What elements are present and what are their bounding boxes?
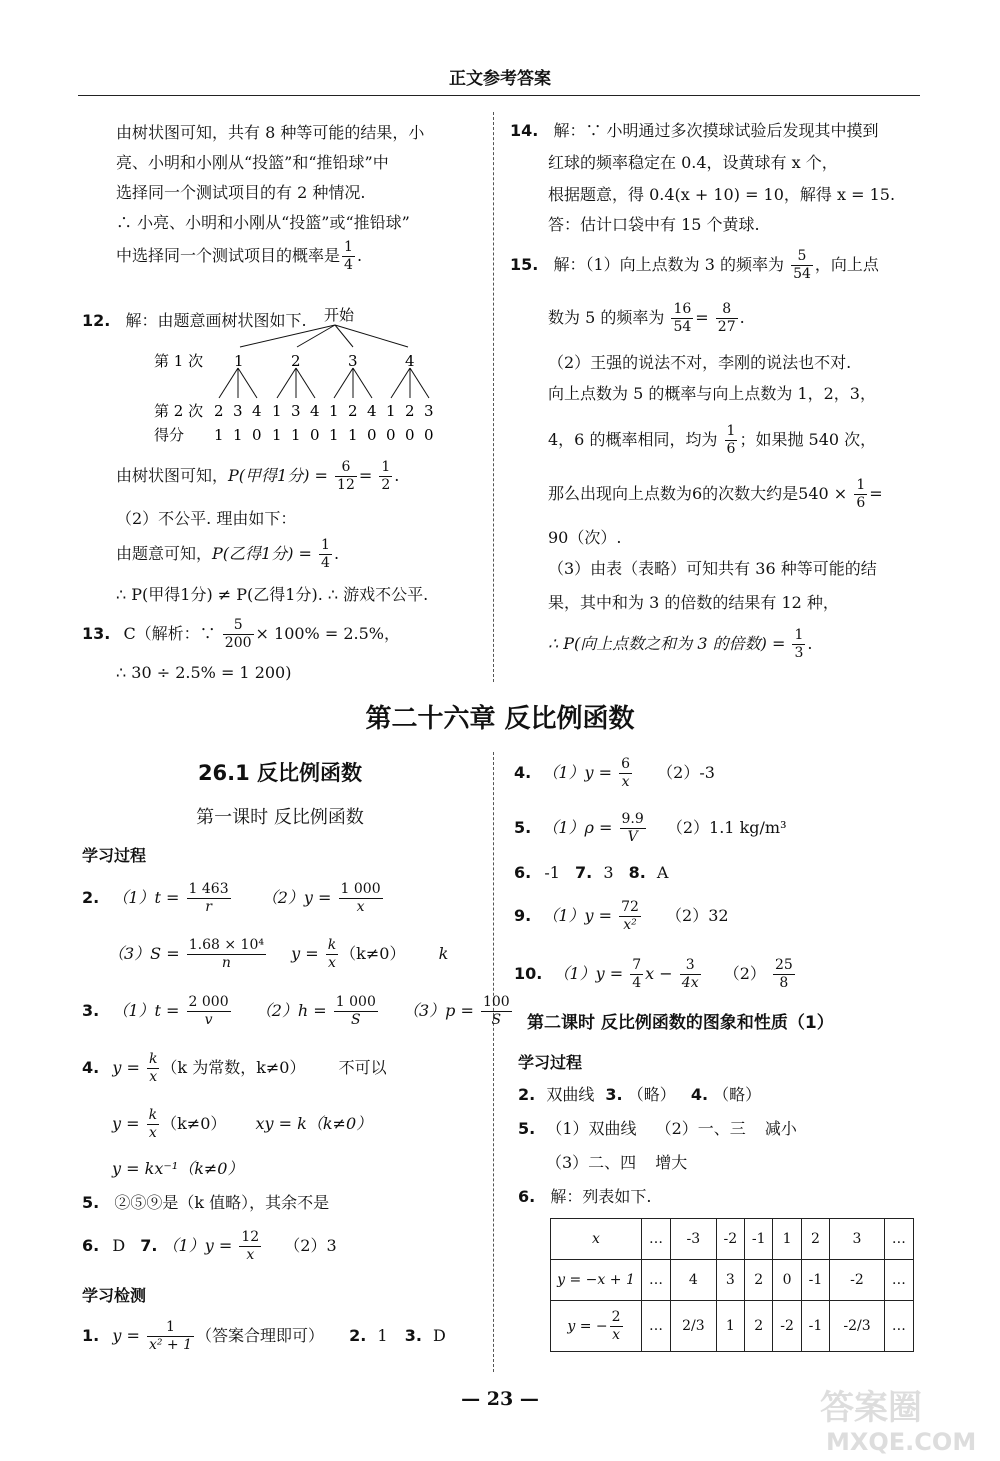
question-number: 3.	[605, 1085, 623, 1104]
fraction	[147, 1319, 194, 1354]
text-line	[546, 1152, 687, 1174]
numerator: 8	[716, 301, 738, 319]
fraction	[326, 937, 338, 972]
page-header: 正文参考答案	[449, 69, 551, 89]
numerator: 1	[147, 1319, 194, 1337]
fraction	[630, 957, 643, 992]
answer-5	[514, 810, 787, 846]
table-head: x	[551, 1219, 642, 1260]
numerator: 1	[321, 537, 330, 553]
tree-score: 1	[272, 426, 282, 444]
tree-row1-label: 第 1 次	[154, 352, 204, 370]
text: （1）y =	[542, 763, 613, 782]
question-number: 8.	[628, 863, 646, 882]
tree-node: 2	[291, 352, 301, 370]
tree-leaf: 1	[329, 402, 339, 420]
answer: （略）	[713, 1085, 762, 1104]
denominator: S	[351, 1012, 361, 1028]
answer-9	[514, 898, 729, 934]
tree-score: 0	[386, 426, 396, 444]
fraction	[239, 1229, 261, 1264]
fraction	[619, 756, 632, 791]
text-line: y = kx⁻¹（k≠0）	[112, 1159, 244, 1178]
numerator: 1	[726, 423, 736, 439]
question-4	[82, 1050, 387, 1086]
lesson-title: 第二课时 反比例函数的图象和性质（1）	[527, 1013, 834, 1033]
text: 解：（1）向上点数为 3 的频率为	[553, 255, 784, 274]
text: 由题意可知，	[116, 544, 213, 563]
tree-node: 1	[234, 352, 244, 370]
tree-score: 1	[214, 426, 224, 444]
text-line: ∴ P(甲得1分) ≠ P(乙得1分). ∴ 游戏不公平.	[116, 585, 429, 604]
table-head	[551, 1301, 642, 1352]
numerator: 16	[673, 301, 692, 317]
tree-node: 4	[405, 352, 415, 370]
subsection-heading: 学习过程	[82, 846, 147, 865]
text: 中选择同一个测试项目的概率是	[116, 246, 341, 265]
denominator: x	[621, 774, 630, 790]
text: （3）p =	[402, 1001, 474, 1020]
table-row	[551, 1260, 914, 1301]
question-number: 6.	[514, 863, 532, 882]
tree-row3-label: 得分	[154, 426, 185, 444]
text-line	[108, 936, 448, 972]
numerator: 1.68 × 10⁴	[188, 937, 264, 953]
denominator: 4x	[681, 975, 699, 991]
tree-leaf: 2	[405, 402, 415, 420]
text: （1）t =	[112, 1001, 180, 1020]
tree-score: 1	[291, 426, 301, 444]
text: （答案合理即可）	[195, 1326, 324, 1345]
text-line	[548, 422, 876, 458]
text-line: 那么出现向上点数为6的次数大约是540 × $\frac{1}{6}$ =	[548, 477, 883, 511]
answer: -1	[544, 863, 560, 882]
fraction	[481, 994, 512, 1029]
tree-score: 0	[310, 426, 320, 444]
question-2	[82, 880, 385, 916]
text: （1）双曲线	[546, 1119, 637, 1138]
question-15	[510, 247, 879, 283]
tree-leaf: 4	[367, 402, 377, 420]
question-number: 10.	[514, 964, 543, 983]
text: ∴ P(向上点数之和为 3 的倍数) =	[548, 634, 786, 653]
numerator: 1	[794, 627, 804, 643]
text-line: 果，其中和为 3 的倍数的结果有 12 种，	[548, 593, 839, 612]
text: y =	[112, 1058, 140, 1077]
tree-leaf: 3	[424, 402, 434, 420]
tree-score: 1	[233, 426, 243, 444]
question-number: 15.	[510, 255, 539, 274]
tree-leaf: 2	[214, 402, 224, 420]
table-cell: 1	[716, 1301, 744, 1352]
text: y =	[112, 1326, 140, 1345]
fraction	[773, 957, 795, 992]
answer: 3	[603, 863, 614, 882]
text: （1）t =	[112, 888, 180, 907]
page-number: — 23 —	[461, 1388, 539, 1410]
table-cell: 2/3	[671, 1301, 717, 1352]
text: （k≠0）	[161, 1114, 227, 1133]
tree-row2-label: 第 2 次	[154, 402, 204, 420]
text-line: 90（次）.	[548, 528, 622, 547]
table-cell: 2	[801, 1219, 829, 1260]
question-number: 3.	[404, 1326, 422, 1345]
question-number: 1.	[82, 1326, 100, 1345]
question-number: 6.	[518, 1187, 536, 1206]
numerator: 25	[774, 957, 793, 973]
text: P(甲得1分) =	[228, 466, 328, 485]
text: （k 为常数，k≠0）	[161, 1058, 306, 1077]
text: x −	[645, 964, 673, 983]
fraction	[187, 881, 231, 916]
tree-score: 1	[329, 426, 339, 444]
denominator: x	[149, 1069, 158, 1085]
question-number: 7.	[575, 863, 593, 882]
question-number: 4.	[690, 1085, 709, 1104]
text: （2）1.1 kg/m³	[666, 818, 787, 837]
text-line: 由树状图可知，共有 8 种等可能的结果，小	[116, 123, 425, 142]
table-cell: …	[642, 1301, 671, 1352]
numerator: 6	[621, 756, 631, 772]
text: （k≠0）	[340, 944, 406, 963]
tree-leaf: 4	[252, 402, 262, 420]
text: 解：列表如下.	[550, 1187, 652, 1206]
table-cell: 2	[745, 1260, 773, 1301]
fraction	[610, 1309, 623, 1344]
text-line: 向上点数为 5 的概率与向上点数为 1，2，3，	[548, 384, 876, 403]
fraction	[379, 459, 392, 494]
tree-leaf: 3	[291, 402, 301, 420]
question-number: 3.	[82, 1001, 100, 1020]
numerator: 2	[611, 1308, 621, 1325]
text: （1）y =	[162, 1236, 233, 1255]
text: （1）y =	[553, 964, 624, 983]
question-number: 5.	[518, 1119, 536, 1138]
answer: A	[656, 863, 669, 882]
text-line: 答：估计口袋中有 15 个黄球.	[548, 215, 760, 234]
text: （2）3	[284, 1236, 337, 1255]
table-cell: -2	[716, 1219, 744, 1260]
text: ②⑤⑨是（k 值略），其余不是	[114, 1193, 330, 1212]
denominator: 200	[224, 635, 252, 651]
fraction	[335, 459, 357, 494]
fraction	[342, 239, 355, 274]
denominator: x² + 1	[148, 1337, 192, 1353]
fraction	[620, 811, 646, 846]
text: ；如果抛 540 次，	[739, 430, 877, 449]
answer-6-7-8	[514, 862, 668, 884]
value-table	[550, 1218, 914, 1352]
table-cell: …	[884, 1301, 913, 1352]
tree-score: 0	[405, 426, 415, 444]
tree-leaf: 2	[348, 402, 358, 420]
column-divider-top	[493, 112, 494, 682]
question-number: 12.	[82, 311, 111, 330]
table-cell: 3	[830, 1219, 885, 1260]
tree-score: 1	[348, 426, 358, 444]
answers-2-3-4	[518, 1084, 761, 1106]
table-cell: 4	[671, 1260, 717, 1301]
denominator: r	[205, 899, 212, 915]
text: （2）	[723, 964, 766, 983]
question-number: 2.	[82, 888, 100, 907]
tree-row2	[214, 402, 434, 420]
text-line: ∴ 30 ÷ 2.5% = 1 200)	[116, 663, 292, 682]
tree-score: 0	[367, 426, 377, 444]
denominator: x	[356, 899, 365, 915]
numerator: k	[148, 1051, 158, 1067]
denominator: 4	[632, 975, 642, 991]
text: （2）h =	[255, 1001, 327, 1020]
denominator: 12	[337, 477, 355, 493]
denominator: x	[148, 1125, 157, 1141]
text: 减小	[764, 1119, 797, 1138]
text: （2）一、三	[655, 1119, 746, 1138]
text: C（解析：∵	[123, 624, 216, 643]
numerator: 1	[856, 477, 866, 493]
text: y = −	[567, 1318, 608, 1334]
denominator: 2	[381, 477, 391, 493]
fraction	[339, 881, 383, 916]
denominator: x	[612, 1326, 621, 1343]
table-cell: -3	[671, 1219, 717, 1260]
answer: D	[112, 1236, 126, 1255]
lesson-title: 第一课时 反比例函数	[196, 807, 364, 828]
fraction	[716, 301, 738, 336]
fraction	[319, 537, 332, 572]
numerator: 5	[791, 248, 813, 266]
text: （1）y =	[542, 906, 613, 925]
tree-score: 0	[252, 426, 262, 444]
table-cell: -2	[830, 1260, 885, 1301]
question-number: 4.	[82, 1058, 100, 1077]
denominator: n	[221, 955, 231, 971]
answer-5	[518, 1118, 797, 1140]
numerator: 5	[223, 617, 254, 635]
watermark-logo: 答案圈	[820, 1388, 922, 1428]
answer-10	[514, 956, 797, 992]
fraction	[334, 994, 378, 1029]
tree-leaf: 1	[272, 402, 282, 420]
fraction	[671, 301, 693, 336]
table-cell: …	[642, 1219, 671, 1260]
text-line: 红球的频率稳定在 0.4，设黄球有 x 个，	[548, 153, 838, 172]
text-line: 选择同一个测试项目的有 2 种情况.	[116, 183, 366, 202]
subsection-heading: 学习过程	[518, 1053, 583, 1072]
numerator: 6	[335, 459, 357, 477]
fraction	[147, 1051, 159, 1086]
denominator: 6	[856, 495, 866, 511]
table-row	[551, 1219, 914, 1260]
denominator: 4	[321, 555, 330, 571]
numerator: 3	[680, 957, 701, 975]
answer-6	[518, 1186, 651, 1208]
question-3	[82, 993, 514, 1029]
text-line: ∴ 小亮、小明和小刚从“投篮”或“推铅球”	[116, 213, 410, 232]
fraction	[854, 477, 867, 512]
numerator: 72	[621, 899, 639, 915]
question-number: 9.	[514, 906, 532, 925]
section-title: 26.1 反比例函数	[197, 761, 363, 785]
tree-row3	[214, 426, 434, 444]
text-line: 由题意可知，P(乙得1分) = $\frac{1}{4}$ .	[116, 537, 340, 571]
text-line	[112, 1106, 372, 1142]
denominator: 8	[779, 975, 789, 991]
question-number: 2.	[518, 1085, 536, 1104]
question-6-7	[82, 1228, 337, 1264]
text: ，向上点	[814, 255, 879, 274]
denominator: 54	[793, 266, 811, 282]
tree-leaf: 3	[233, 402, 243, 420]
denominator: S	[491, 1012, 502, 1028]
tree-diagram	[140, 300, 470, 450]
tree-root: 开始	[324, 306, 355, 324]
numerator: 1 463	[188, 881, 229, 897]
text: （1）ρ =	[542, 818, 613, 837]
denominator: 6	[726, 441, 736, 457]
text: P(乙得1分) =	[212, 544, 312, 563]
question-number: 6.	[82, 1236, 100, 1255]
text: 数为 5 的频率为	[548, 308, 665, 327]
fraction	[619, 899, 641, 934]
denominator: x²	[623, 917, 637, 933]
text: 那么出现向上点数为6的次数大约是540 ×	[548, 484, 848, 503]
numerator: 1 000	[335, 994, 376, 1010]
numerator: 2 000	[188, 994, 229, 1010]
fraction	[725, 423, 738, 458]
text: 4，6 的概率相同，均为	[548, 430, 718, 449]
fraction	[187, 937, 266, 972]
table-head: y = −x + 1	[551, 1260, 642, 1301]
text: y =	[291, 944, 319, 963]
table-cell: -2/3	[830, 1301, 885, 1352]
table-cell: -1	[801, 1260, 829, 1301]
answer: 双曲线	[546, 1085, 595, 1104]
text-line: （2）王强的说法不对，李刚的说法也不对.	[548, 353, 852, 372]
question-14	[510, 120, 879, 142]
question-number: 13.	[82, 624, 111, 643]
chapter-title: 第二十六章 反比例函数	[365, 704, 635, 734]
table-cell: 3	[716, 1260, 744, 1301]
fraction	[792, 627, 805, 662]
question-number: 14.	[510, 121, 539, 140]
fraction	[791, 248, 813, 283]
text-line: （2）不公平. 理由如下：	[116, 509, 297, 528]
text: （2）-3	[657, 763, 715, 782]
answer: D	[433, 1326, 446, 1345]
question-13	[82, 616, 400, 652]
numerator: 100	[482, 994, 510, 1010]
fraction	[223, 617, 254, 652]
table-cell: …	[884, 1219, 913, 1260]
text: （2）y =	[261, 888, 332, 907]
text: 解：∵ 小明通过多次摸球试验后发现其中摸到	[553, 121, 879, 140]
denominator: x	[246, 1247, 255, 1263]
numerator: 1	[344, 239, 353, 255]
text-line: （3）由表（表略）可知共有 36 种等可能的结	[548, 559, 877, 578]
answer-4	[514, 755, 715, 791]
text-line: 数为 5 的频率为 $\frac{16}{54}$ = $\frac{8}{27}$ .	[548, 301, 745, 335]
fraction	[680, 957, 701, 992]
question-number: 4.	[514, 763, 532, 782]
answer: （略）	[627, 1085, 676, 1104]
numerator: 1 000	[340, 881, 381, 897]
table-cell: 1	[773, 1219, 801, 1260]
text-line: ∴ P(向上点数之和为 3 的倍数) = $\frac{1}{3}$ .	[548, 627, 813, 661]
text: （3）二、四	[546, 1153, 637, 1172]
numerator: 9.9	[621, 811, 644, 827]
question-5	[82, 1192, 329, 1214]
table-cell: 0	[773, 1260, 801, 1301]
text-line: 根据题意，得 0.4(x + 10) = 10，解得 x = 15.	[548, 185, 896, 204]
denominator: 54	[673, 319, 692, 335]
denominator: 27	[717, 319, 736, 335]
text: k	[438, 944, 449, 963]
numerator: k	[148, 1107, 158, 1123]
text: 增大	[655, 1153, 688, 1172]
denominator: 3	[794, 645, 804, 661]
table-cell: …	[642, 1260, 671, 1301]
fraction	[187, 994, 231, 1029]
table-cell: -1	[745, 1219, 773, 1260]
text: 不可以	[338, 1058, 387, 1077]
table-cell: 2	[745, 1301, 773, 1352]
numerator: 7	[632, 957, 642, 973]
denominator: 4	[344, 257, 353, 273]
numerator: 12	[241, 1229, 260, 1245]
numerator: 1	[381, 459, 391, 475]
table-cell: -2	[773, 1301, 801, 1352]
text: （2）32	[666, 906, 729, 925]
table-row	[551, 1301, 914, 1352]
text: × 100% = 2.5%，	[255, 624, 400, 643]
text-line: 中选择同一个测试项目的概率是 $\frac{1}{4}$ .	[116, 239, 363, 273]
text-line: 亮、小明和小刚从“投篮”和“推铅球”中	[116, 153, 389, 172]
question-number: 5.	[514, 818, 532, 837]
text-line: 由树状图可知，P(甲得1分) = $\frac{6}{12}$ = $\frac{1}{2}$ .	[116, 459, 400, 493]
tree-node: 3	[348, 352, 358, 370]
text: 由树状图可知，	[116, 466, 229, 485]
table-cell: …	[884, 1260, 913, 1301]
text: （3）S =	[108, 944, 180, 963]
text: y =	[112, 1114, 140, 1133]
answer: 1	[377, 1326, 388, 1345]
tree-leaf: 1	[386, 402, 396, 420]
denominator: V	[627, 829, 638, 845]
check-answers	[82, 1318, 446, 1354]
denominator: x	[327, 955, 336, 971]
text: xy = k（k≠0）	[255, 1114, 373, 1133]
tree-score: 0	[424, 426, 434, 444]
denominator: v	[204, 1012, 213, 1028]
fraction	[147, 1107, 159, 1142]
numerator: k	[327, 937, 337, 953]
table-cell: -1	[801, 1301, 829, 1352]
question-number: 2.	[349, 1326, 367, 1345]
column-divider-bottom	[493, 752, 494, 1372]
question-number: 5.	[82, 1193, 100, 1212]
header-rule	[78, 95, 920, 96]
tree-leaf: 4	[310, 402, 320, 420]
text: 解：由题意画树状图如下.	[125, 311, 307, 330]
subsection-heading: 学习检测	[82, 1286, 147, 1305]
watermark-url: MXQE.COM	[826, 1428, 977, 1456]
question-number: 7.	[140, 1236, 158, 1255]
